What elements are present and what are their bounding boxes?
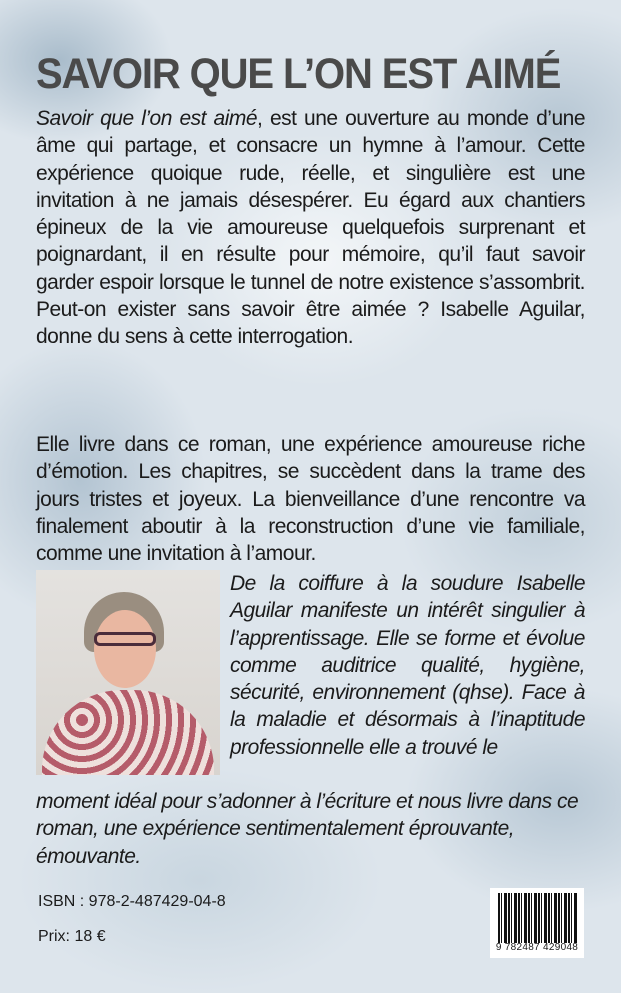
barcode-bars xyxy=(498,893,578,943)
barcode-number: 9 782487 429048 xyxy=(495,942,579,953)
isbn: ISBN : 978-2-487429-04-8 xyxy=(38,893,226,910)
book-title: SAVOIR QUE L’ON EST AIMÉ xyxy=(36,50,561,98)
synopsis-title-italic: Savoir que l’on est aimé xyxy=(36,107,258,130)
author-bio-part-2: moment idéal pour s’adonner à l’écriture et nous livre dans ce roman, une expérience sentimentalement éprouvante, émouvante. xyxy=(36,790,579,868)
author-bio-part-1: De la coiffure à la soudure Isabelle Aguilar manifeste un intérêt singulier à l’apprentissage. Elle se forme et évolue comme auditrice qualité, hygiène, sécurité, environnement (qhse). Face à la maladie et désormais à l’inaptitude professionnelle elle a trouvé le xyxy=(230,572,585,759)
synopsis-paragraph-2: Elle livre dans ce roman, une expérience amoureuse riche d’émotion. Les chapitres, se succèdent dans la trame des jours tristes et joyeux. La bienveillance d’une rencontre va finalement aboutir à la reconstruction d’une vie familiale, comme une invitation à l’amour. xyxy=(36,433,585,566)
price: Prix: 18 € xyxy=(38,928,106,945)
author-photo xyxy=(36,570,220,775)
barcode xyxy=(490,888,584,958)
synopsis-text: , est une ouverture au monde d’une âme qui partage, et consacre un hymne à l’amour. Cette expérience quoique rude, réelle, et singulière est une invitation à ne jamais désespérer. Eu égard aux chantiers épineux de la vie amoureuse quelquefois surprenant et poignardant, il en résulte pour mémoire, qu’il faut savoir garder espoir lorsque le tunnel de notre existence s’assombrit. Peut-on exister sans savoir être aimée ? Isabelle Aguilar, donne du sens à cette interrogation. xyxy=(36,107,585,349)
synopsis-paragraph-1 xyxy=(36,105,585,351)
